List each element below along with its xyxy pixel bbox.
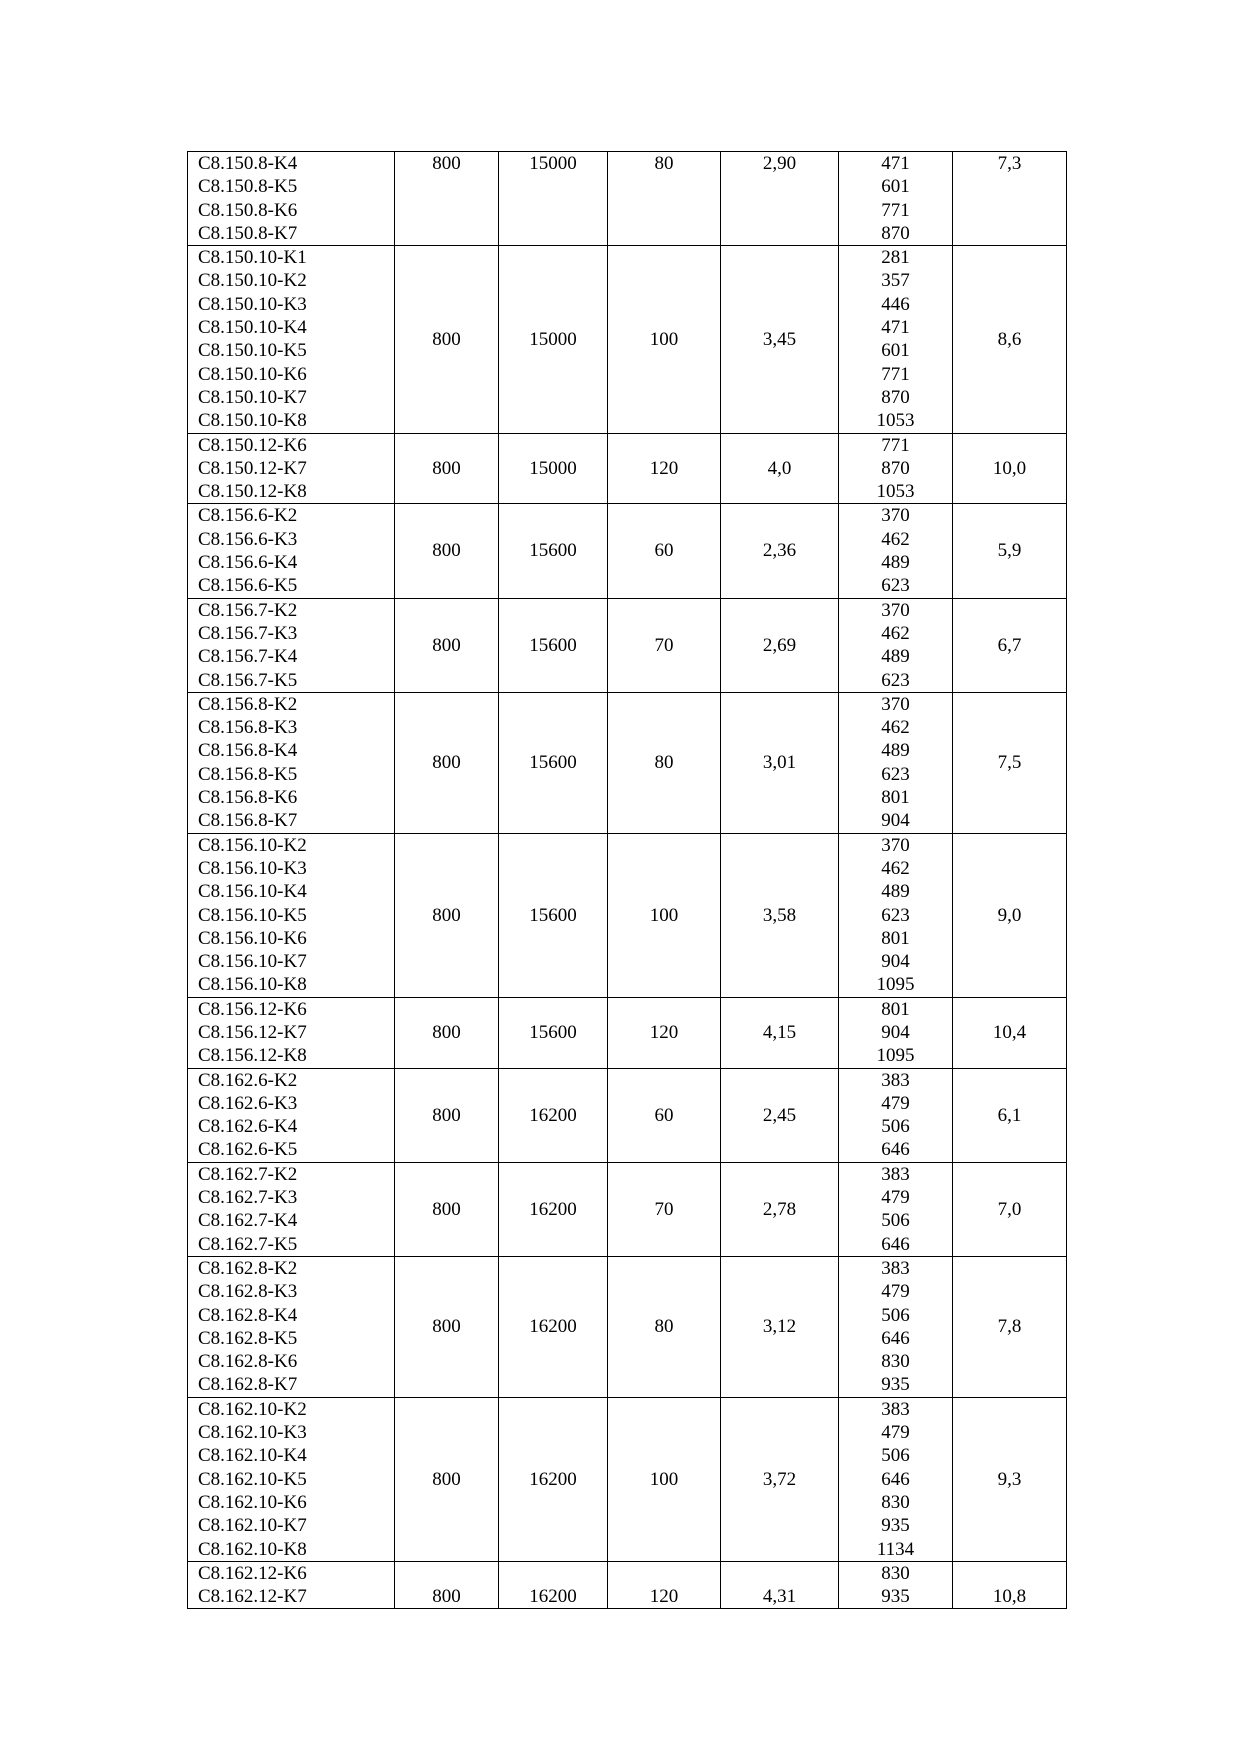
product-code: C8.150.10-K6	[198, 363, 307, 385]
mass-cell: 5,9	[953, 504, 1067, 598]
load-value: 506	[881, 1304, 910, 1326]
product-code: C8.156.7-K2	[198, 599, 298, 621]
load-value: 479	[881, 1187, 910, 1209]
height-cell: 120	[608, 997, 721, 1068]
load-value: 1095	[876, 974, 915, 996]
load-value: 370	[881, 693, 910, 715]
product-code: C8.162.8-K3	[198, 1281, 298, 1303]
product-code: C8.150.12-K7	[198, 457, 307, 479]
product-code: C8.156.8-K6	[198, 787, 298, 809]
load-value: 870	[881, 386, 910, 408]
height-cell: 120	[608, 1561, 721, 1609]
product-code: C8.156.12-K8	[198, 1045, 307, 1067]
product-code: C8.150.10-K4	[198, 317, 307, 339]
length-cell: 16200	[499, 1162, 608, 1256]
product-code: C8.150.12-K6	[198, 434, 307, 456]
width-cell: 800	[395, 1256, 499, 1397]
load-value: 471	[881, 317, 910, 339]
load-value: 506	[881, 1445, 910, 1467]
product-code: C8.156.10-K5	[198, 904, 307, 926]
load-value: 904	[881, 810, 910, 832]
product-code: C8.156.10-K4	[198, 881, 307, 903]
product-code: C8.162.8-K2	[198, 1257, 298, 1279]
length-cell: 16200	[499, 1397, 608, 1561]
table-row	[188, 1068, 1067, 1162]
load-values-cell	[839, 598, 953, 692]
load-values-cell	[839, 833, 953, 997]
product-code: C8.150.8-K4	[198, 153, 298, 174]
product-code: C8.150.10-K8	[198, 410, 307, 432]
specs-table	[187, 151, 1067, 1609]
table-row	[188, 833, 1067, 997]
load-value: 471	[881, 153, 910, 174]
length-cell: 16200	[499, 1256, 608, 1397]
load-value: 370	[881, 505, 910, 527]
product-code: C8.156.8-K2	[198, 693, 298, 715]
product-code: C8.162.10-K5	[198, 1468, 307, 1490]
length-cell: 15000	[499, 152, 608, 246]
width-cell: 800	[395, 152, 499, 246]
load-value: 383	[881, 1163, 910, 1185]
load-value: 1095	[876, 1045, 915, 1067]
product-codes-cell	[188, 598, 395, 692]
load-values-cell	[839, 152, 953, 246]
length-cell: 15600	[499, 833, 608, 997]
length-cell: 15600	[499, 504, 608, 598]
load-value: 462	[881, 857, 910, 879]
load-value: 370	[881, 599, 910, 621]
load-value: 771	[881, 434, 910, 456]
load-value: 489	[881, 881, 910, 903]
volume-cell: 2,36	[721, 504, 839, 598]
load-value: 383	[881, 1398, 910, 1420]
length-cell: 16200	[499, 1561, 608, 1609]
product-code: C8.156.6-K2	[198, 505, 298, 527]
height-cell: 80	[608, 1256, 721, 1397]
height-cell: 70	[608, 1162, 721, 1256]
mass-cell: 6,1	[953, 1068, 1067, 1162]
load-value: 489	[881, 646, 910, 668]
product-codes-cell	[188, 997, 395, 1068]
width-cell: 800	[395, 246, 499, 433]
product-code: C8.150.10-K2	[198, 270, 307, 292]
height-cell: 100	[608, 833, 721, 997]
product-code: C8.150.10-K7	[198, 386, 307, 408]
product-code: C8.162.7-K4	[198, 1210, 298, 1232]
product-code: C8.162.12-K6	[198, 1562, 307, 1584]
height-cell: 60	[608, 1068, 721, 1162]
product-code: C8.162.10-K4	[198, 1445, 307, 1467]
product-codes-cell	[188, 1162, 395, 1256]
load-value: 383	[881, 1257, 910, 1279]
table-row	[188, 246, 1067, 433]
height-cell: 60	[608, 504, 721, 598]
mass-cell: 9,0	[953, 833, 1067, 997]
load-values-cell	[839, 1256, 953, 1397]
load-value: 623	[881, 904, 910, 926]
mass-cell: 10,0	[953, 433, 1067, 504]
load-value: 1134	[876, 1538, 915, 1560]
load-value: 462	[881, 528, 910, 550]
product-code: C8.162.12-K7	[198, 1586, 307, 1608]
product-code: C8.162.8-K6	[198, 1351, 298, 1373]
product-code: C8.162.10-K8	[198, 1538, 307, 1560]
load-value: 281	[881, 247, 910, 269]
load-value: 1053	[876, 481, 915, 503]
load-value: 357	[881, 270, 910, 292]
load-value: 870	[881, 457, 910, 479]
volume-cell: 2,90	[721, 152, 839, 246]
table-row	[188, 1561, 1067, 1609]
mass-cell: 7,3	[953, 152, 1067, 246]
width-cell: 800	[395, 997, 499, 1068]
product-code: C8.162.8-K4	[198, 1304, 298, 1326]
product-code: C8.156.8-K4	[198, 740, 298, 762]
volume-cell: 3,72	[721, 1397, 839, 1561]
width-cell: 800	[395, 433, 499, 504]
product-code: C8.156.12-K7	[198, 1021, 307, 1043]
volume-cell: 4,0	[721, 433, 839, 504]
product-code: C8.150.8-K6	[198, 199, 298, 221]
load-values-cell	[839, 997, 953, 1068]
mass-cell: 10,4	[953, 997, 1067, 1068]
product-codes-cell	[188, 1068, 395, 1162]
load-value: 830	[881, 1491, 910, 1513]
volume-cell: 3,01	[721, 692, 839, 833]
length-cell: 15600	[499, 692, 608, 833]
product-code: C8.156.6-K3	[198, 528, 298, 550]
volume-cell: 2,78	[721, 1162, 839, 1256]
product-code: C8.150.10-K3	[198, 293, 307, 315]
product-code: C8.156.8-K7	[198, 810, 298, 832]
load-value: 383	[881, 1069, 910, 1091]
product-code: C8.162.10-K3	[198, 1422, 307, 1444]
table-row	[188, 433, 1067, 504]
width-cell: 800	[395, 598, 499, 692]
volume-cell: 3,58	[721, 833, 839, 997]
load-value: 623	[881, 763, 910, 785]
table-row	[188, 1162, 1067, 1256]
height-cell: 120	[608, 433, 721, 504]
table-row	[188, 1397, 1067, 1561]
product-code: C8.156.12-K6	[198, 998, 307, 1020]
load-value: 489	[881, 552, 910, 574]
product-code: C8.156.10-K6	[198, 927, 307, 949]
width-cell: 800	[395, 1561, 499, 1609]
product-codes-cell	[188, 246, 395, 433]
product-code: C8.150.8-K7	[198, 222, 298, 244]
product-codes-cell	[188, 1561, 395, 1609]
load-value: 870	[881, 222, 910, 244]
table-row	[188, 504, 1067, 598]
load-value: 489	[881, 740, 910, 762]
length-cell: 15000	[499, 246, 608, 433]
mass-cell: 7,5	[953, 692, 1067, 833]
product-code: C8.156.10-K7	[198, 951, 307, 973]
width-cell: 800	[395, 1397, 499, 1561]
product-codes-cell	[188, 433, 395, 504]
product-code: C8.162.7-K3	[198, 1187, 298, 1209]
volume-cell: 2,69	[721, 598, 839, 692]
mass-cell: 9,3	[953, 1397, 1067, 1561]
product-code: C8.150.10-K5	[198, 340, 307, 362]
height-cell: 80	[608, 692, 721, 833]
load-value: 623	[881, 669, 910, 691]
load-values-cell	[839, 246, 953, 433]
product-code: C8.156.6-K4	[198, 552, 298, 574]
product-code: C8.156.7-K3	[198, 622, 298, 644]
load-value: 935	[881, 1586, 910, 1608]
product-codes-cell	[188, 152, 395, 246]
load-value: 462	[881, 622, 910, 644]
load-value: 646	[881, 1327, 910, 1349]
product-codes-cell	[188, 692, 395, 833]
table-row	[188, 152, 1067, 246]
product-code: C8.156.10-K2	[198, 834, 307, 856]
load-value: 601	[881, 176, 910, 198]
load-value: 935	[881, 1374, 910, 1396]
width-cell: 800	[395, 504, 499, 598]
load-values-cell	[839, 504, 953, 598]
height-cell: 100	[608, 246, 721, 433]
load-value: 506	[881, 1116, 910, 1138]
product-code: C8.156.7-K4	[198, 646, 298, 668]
volume-cell: 4,31	[721, 1561, 839, 1609]
volume-cell: 3,12	[721, 1256, 839, 1397]
load-values-cell	[839, 1068, 953, 1162]
load-value: 646	[881, 1233, 910, 1255]
mass-cell: 8,6	[953, 246, 1067, 433]
mass-cell: 6,7	[953, 598, 1067, 692]
load-values-cell	[839, 1561, 953, 1609]
table-row	[188, 598, 1067, 692]
height-cell: 70	[608, 598, 721, 692]
load-value: 771	[881, 199, 910, 221]
mass-cell: 10,8	[953, 1561, 1067, 1609]
load-value: 904	[881, 951, 910, 973]
product-code: C8.162.8-K5	[198, 1327, 298, 1349]
length-cell: 15000	[499, 433, 608, 504]
load-value: 1053	[876, 410, 915, 432]
load-value: 370	[881, 834, 910, 856]
height-cell: 100	[608, 1397, 721, 1561]
mass-cell: 7,0	[953, 1162, 1067, 1256]
load-value: 830	[881, 1351, 910, 1373]
volume-cell: 2,45	[721, 1068, 839, 1162]
length-cell: 16200	[499, 1068, 608, 1162]
product-code: C8.162.6-K5	[198, 1139, 298, 1161]
load-value: 446	[881, 293, 910, 315]
load-values-cell	[839, 1397, 953, 1561]
load-value: 623	[881, 575, 910, 597]
product-code: C8.162.10-K2	[198, 1398, 307, 1420]
product-code: C8.150.8-K5	[198, 176, 298, 198]
width-cell: 800	[395, 833, 499, 997]
table-row	[188, 997, 1067, 1068]
product-codes-cell	[188, 833, 395, 997]
load-values-cell	[839, 433, 953, 504]
product-code: C8.150.12-K8	[198, 481, 307, 503]
load-value: 646	[881, 1468, 910, 1490]
load-value: 479	[881, 1281, 910, 1303]
product-codes-cell	[188, 1397, 395, 1561]
product-code: C8.156.8-K5	[198, 763, 298, 785]
product-code: C8.162.7-K2	[198, 1163, 298, 1185]
product-codes-cell	[188, 1256, 395, 1397]
load-values-cell	[839, 1162, 953, 1256]
volume-cell: 3,45	[721, 246, 839, 433]
product-code: C8.162.10-K7	[198, 1515, 307, 1537]
product-code: C8.156.8-K3	[198, 717, 298, 739]
product-code: C8.156.10-K8	[198, 974, 307, 996]
mass-cell: 7,8	[953, 1256, 1067, 1397]
load-value: 801	[881, 998, 910, 1020]
load-value: 462	[881, 717, 910, 739]
product-code: C8.162.6-K4	[198, 1116, 298, 1138]
length-cell: 15600	[499, 598, 608, 692]
height-cell: 80	[608, 152, 721, 246]
product-codes-cell	[188, 504, 395, 598]
width-cell: 800	[395, 692, 499, 833]
load-values-cell	[839, 692, 953, 833]
table-row	[188, 1256, 1067, 1397]
product-code: C8.150.10-K1	[198, 247, 307, 269]
load-value: 801	[881, 787, 910, 809]
product-code: C8.156.7-K5	[198, 669, 298, 691]
length-cell: 15600	[499, 997, 608, 1068]
width-cell: 800	[395, 1068, 499, 1162]
product-code: C8.162.6-K2	[198, 1069, 298, 1091]
load-value: 801	[881, 927, 910, 949]
width-cell: 800	[395, 1162, 499, 1256]
product-code: C8.162.7-K5	[198, 1233, 298, 1255]
product-code: C8.156.10-K3	[198, 857, 307, 879]
product-code: C8.156.6-K5	[198, 575, 298, 597]
load-value: 479	[881, 1422, 910, 1444]
product-code: C8.162.6-K3	[198, 1092, 298, 1114]
load-value: 646	[881, 1139, 910, 1161]
table-row	[188, 692, 1067, 833]
load-value: 935	[881, 1515, 910, 1537]
load-value: 904	[881, 1021, 910, 1043]
product-code: C8.162.10-K6	[198, 1491, 307, 1513]
load-value: 830	[881, 1562, 910, 1584]
volume-cell: 4,15	[721, 997, 839, 1068]
product-code: C8.162.8-K7	[198, 1374, 298, 1396]
table-body	[188, 152, 1067, 1609]
load-value: 506	[881, 1210, 910, 1232]
load-value: 479	[881, 1092, 910, 1114]
load-value: 771	[881, 363, 910, 385]
load-value: 601	[881, 340, 910, 362]
